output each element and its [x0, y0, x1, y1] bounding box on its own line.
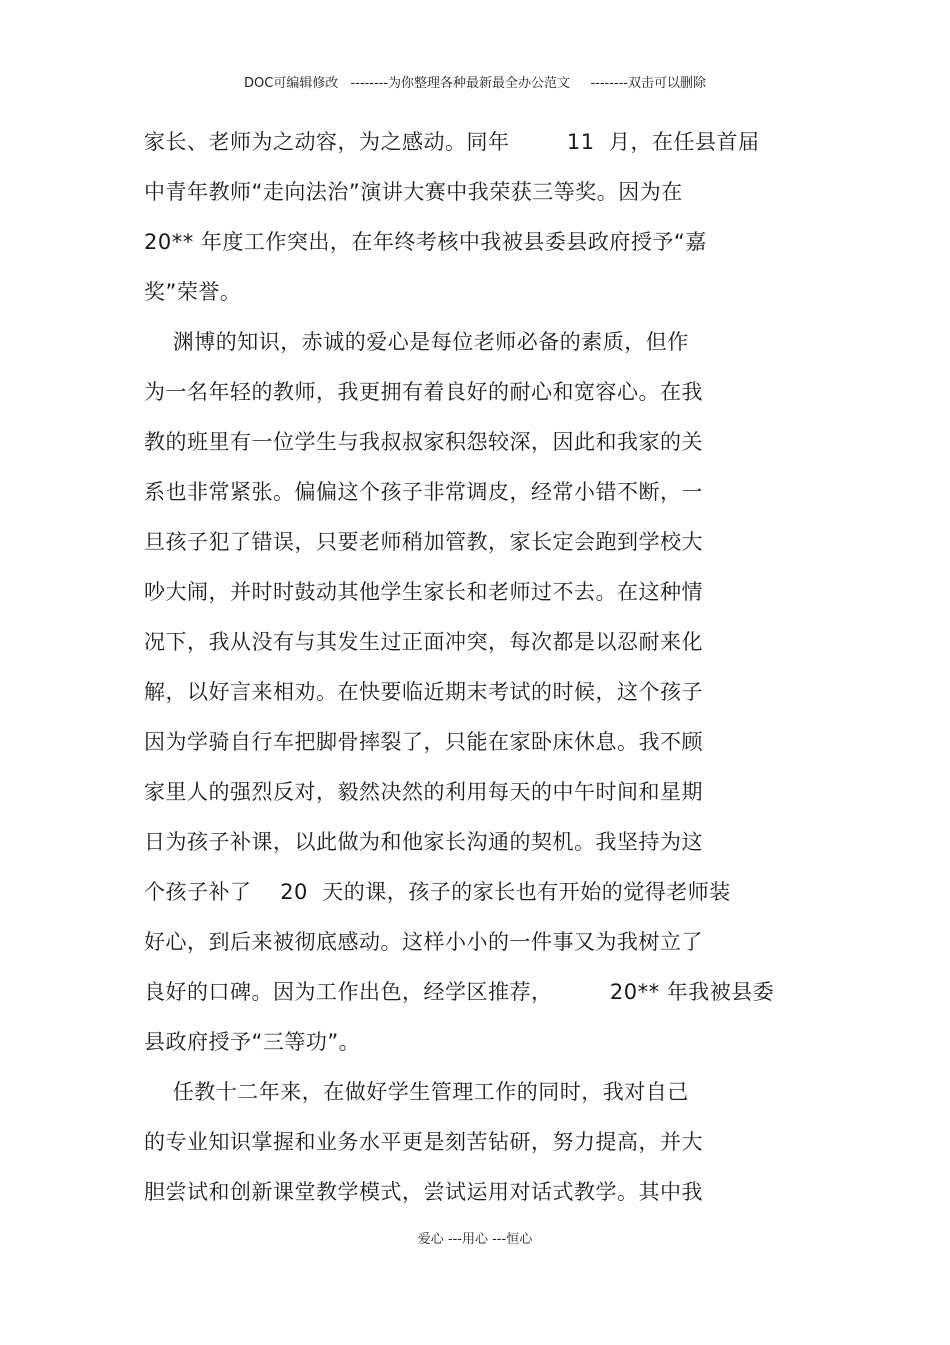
header-office-note: --------为你整理各种最新最全办公范文: [350, 76, 571, 91]
body-line: 因为学骑自行车把脚骨摔裂了，只能在家卧床休息。我不顾: [144, 730, 703, 754]
body-line: 教的班里有一位学生与我叔叔家积怨较深，因此和我家的关: [144, 430, 703, 454]
body-line: 良好的口碑。因为工作出色，经学区推荐， 20** 年我被县委: [144, 980, 775, 1004]
body-line: 渊博的知识，赤诚的爱心是每位老师必备的素质，但作: [144, 330, 689, 354]
body-line: 好心，到后来被彻底感动。这样小小的一件事又为我树立了: [144, 930, 703, 954]
header-delete-note: --------双击可以删除: [590, 76, 706, 91]
body-line: 的专业知识掌握和业务水平更是刻苦钻研，努力提高，并大: [144, 1130, 703, 1154]
body-line: 县政府授予“三等功”。: [144, 1030, 361, 1054]
body-line: 况下，我从没有与其发生过正面冲突，每次都是以忍耐来化: [144, 630, 703, 654]
body-line: 旦孩子犯了错误，只要老师稍加管教，家长定会跑到学校大: [144, 530, 703, 554]
body-line: 家长、老师为之动容，为之感动。同年 11 月，在任县首届: [144, 130, 760, 154]
body-line: 解，以好言来相劝。在快要临近期末考试的时候，这个孩子: [144, 680, 703, 704]
page-header: [0, 72, 950, 91]
body-line: 任教十二年来，在做好学生管理工作的同时，我对自己: [144, 1080, 689, 1104]
body-line: 系也非常紧张。偏偏这个孩子非常调皮，经常小错不断，一: [144, 480, 703, 504]
header-doc-label: DOC可编辑修改: [244, 76, 339, 91]
body-line: 胆尝试和创新课堂教学模式，尝试运用对话式教学。其中我: [144, 1180, 703, 1204]
body-line: 个孩子补了 20 天的课，孩子的家长也有开始的觉得老师装: [144, 880, 731, 904]
body-line: 奖”荣誉。: [144, 280, 242, 304]
body-line: 中青年教师“走向法治”演讲大赛中我荣获三等奖。因为在: [144, 180, 683, 204]
body-line: 吵大闹，并时时鼓动其他学生家长和老师过不去。在这种情: [144, 580, 703, 604]
body-line: 家里人的强烈反对，毅然决然的利用每天的中午时间和星期: [144, 780, 703, 804]
body-line: 20** 年度工作突出，在年终考核中我被县委县政府授予“嘉: [144, 230, 707, 254]
page-footer: 爱心 ---用心 ---恒心: [417, 1232, 533, 1247]
body-line: 为一名年轻的教师，我更拥有着良好的耐心和宽容心。在我: [144, 380, 703, 404]
body-line: 日为孩子补课，以此做为和他家长沟通的契机。我坚持为这: [144, 830, 703, 854]
